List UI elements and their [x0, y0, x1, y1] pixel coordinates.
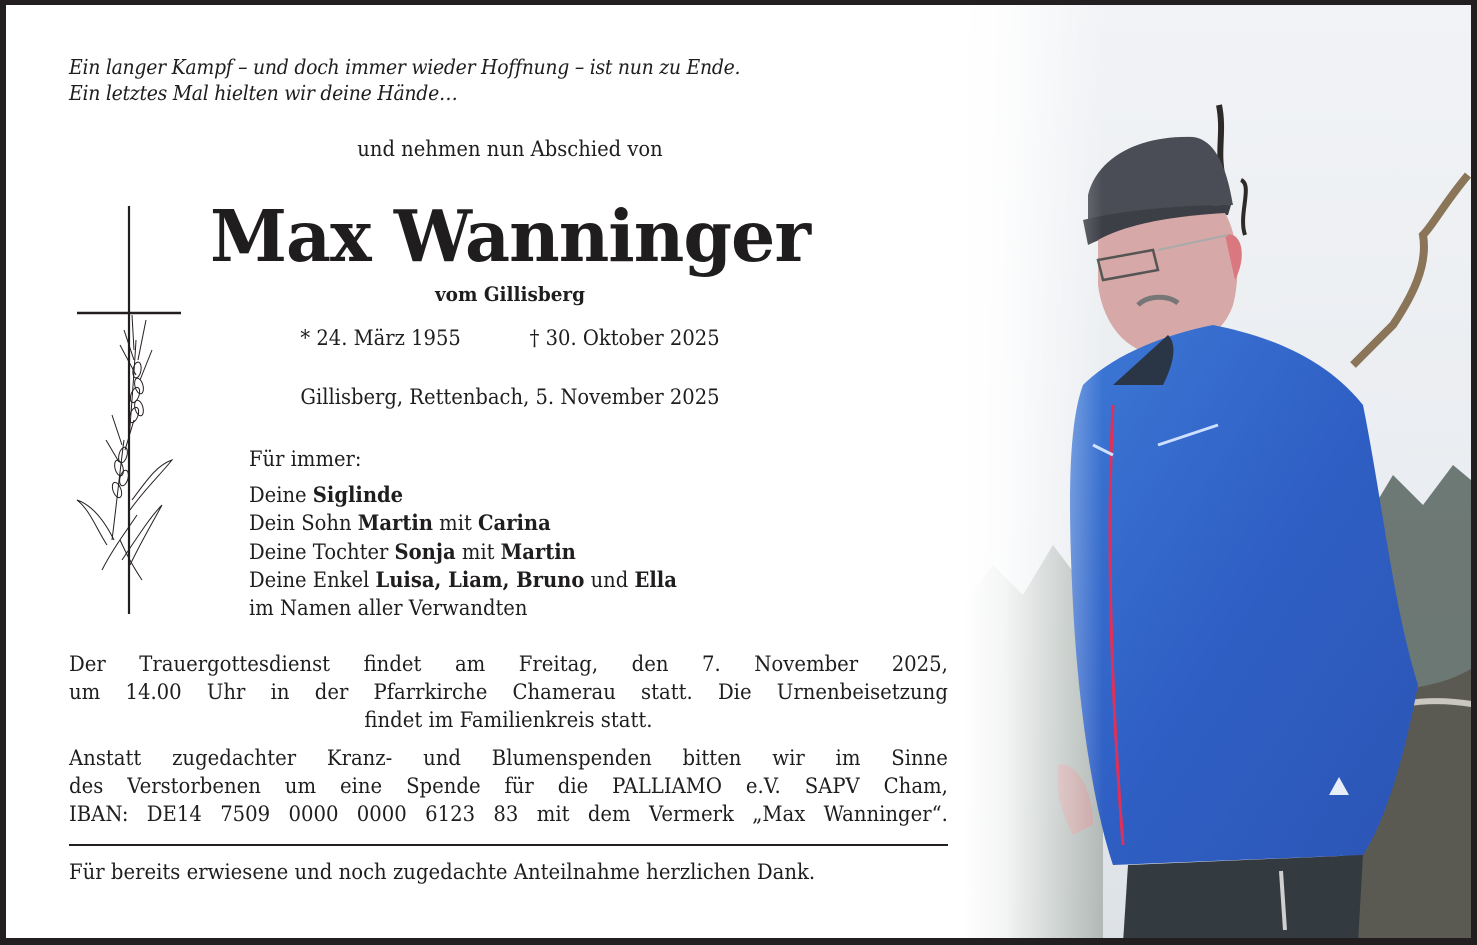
mourners-list	[249, 446, 677, 622]
intro-text: und nehmen nun Abschied von	[357, 137, 663, 161]
motto-line-1: Ein langer Kampf – und doch immer wieder Hoffnung – ist nun zu Ende.	[69, 55, 741, 79]
birth-date: * 24. März 1955	[300, 326, 461, 350]
death-date: † 30. Oktober 2025	[529, 326, 720, 350]
funeral-service-info	[69, 650, 948, 734]
deceased-name: Max Wanninger	[209, 194, 811, 278]
service-line-1: Der Trauergottesdienst findet am Freitag, den 7. November 2025,	[69, 652, 948, 676]
mourner-row: im Namen aller Verwandten	[249, 595, 528, 620]
donation-line-1: Anstatt zugedachter Kranz- und Blumenspenden bitten wir im Sinne	[69, 746, 948, 770]
motto-line-2: Ein letztes Mal hielten wir deine Hände…	[69, 81, 458, 105]
place-and-date: Gillisberg, Rettenbach, 5. November 2025	[300, 385, 720, 409]
mourners-heading: Für immer:	[249, 447, 362, 471]
thanks-text: Für bereits erwiesene und noch zugedachte Anteilnahme herzlichen Dank.	[69, 860, 816, 884]
donation-line-3: IBAN: DE14 7509 0000 0000 6123 83 mit dem Vermerk „Max Wanninger“.	[69, 802, 948, 826]
mourner-row: Dein Sohn Martin mit Carina	[249, 510, 551, 535]
photo-fade	[963, 5, 1103, 943]
donation-info	[69, 744, 948, 828]
mourner-row: Deine Enkel Luisa, Liam, Bruno und Ella	[249, 567, 677, 592]
divider	[69, 844, 948, 846]
mourner-row: Deine Siglinde	[249, 481, 404, 507]
portrait-photo	[963, 5, 1477, 943]
cross-with-wheat-icon	[72, 200, 188, 620]
motto-quote	[69, 54, 879, 106]
deceased-origin: vom Gillisberg	[434, 282, 585, 306]
life-dates	[100, 325, 920, 351]
service-line-2: um 14.00 Uhr in der Pfarrkirche Chamerau statt. Die Urnenbeisetzung	[69, 680, 948, 704]
service-line-3: findet im Familienkreis statt.	[364, 708, 653, 732]
donation-line-2: des Verstorbenen um eine Spende für die PALLIAMO e.V. SAPV Cham,	[69, 774, 948, 798]
mourner-row: Deine Tochter Sonja mit Martin	[249, 538, 576, 564]
